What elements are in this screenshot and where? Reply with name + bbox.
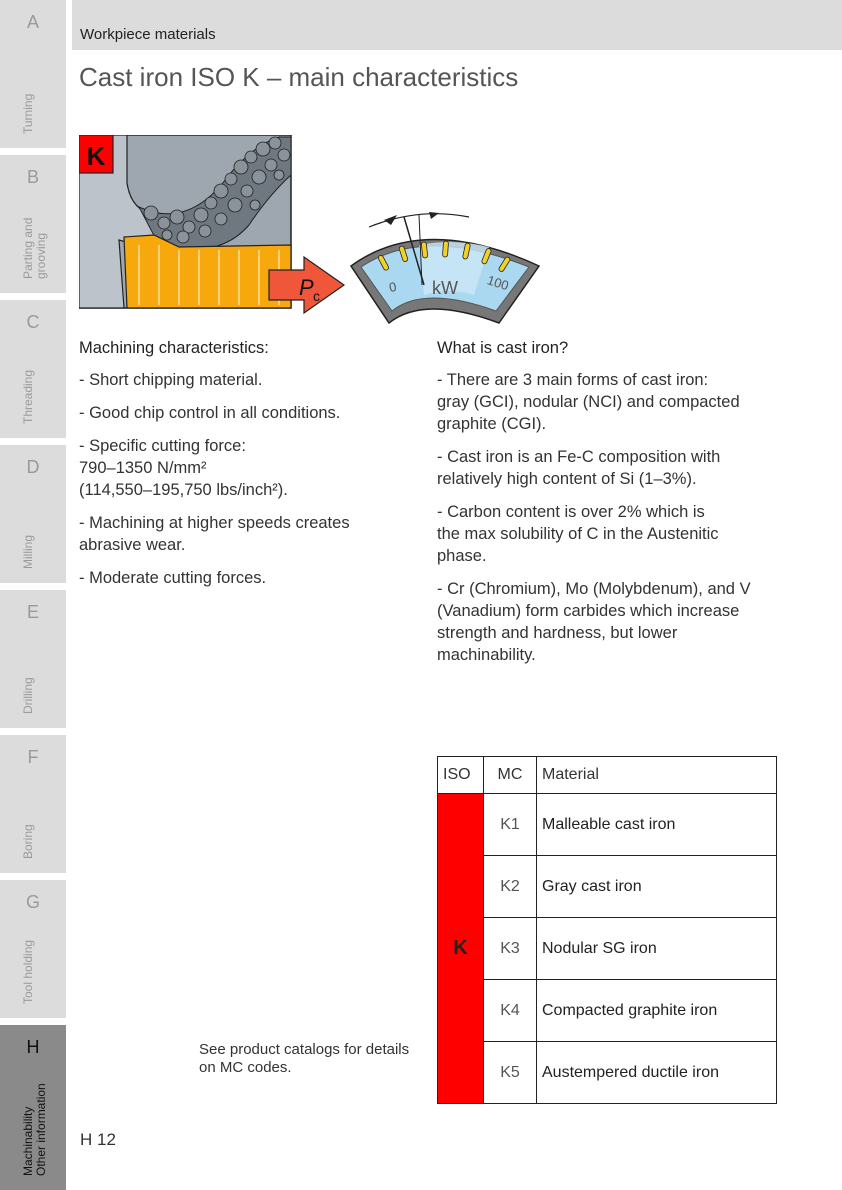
list-item-line: abrasive wear. xyxy=(79,536,186,554)
side-tab-a[interactable] xyxy=(0,0,66,148)
list-item-line: - Cr (Chromium), Mo (Molybdenum), and V xyxy=(437,580,751,598)
mc-code: K3 xyxy=(484,918,537,980)
side-tab-label: Drilling xyxy=(21,677,35,714)
side-tab-label xyxy=(22,159,48,279)
table-header-mc: MC xyxy=(484,757,537,794)
list-item xyxy=(437,446,822,490)
side-tab-h[interactable] xyxy=(0,1025,66,1190)
list-item xyxy=(437,369,822,435)
side-tab-label: Milling xyxy=(21,534,35,569)
list-item-line: - There are 3 main forms of cast iron: xyxy=(437,371,709,389)
list-item xyxy=(437,501,822,567)
side-tab-label: Threading xyxy=(21,369,35,424)
note-line: on MC codes. xyxy=(199,1059,292,1076)
force-subscript: c xyxy=(313,288,320,304)
side-tab-f[interactable] xyxy=(0,735,66,873)
side-tab-label-line: Parting and xyxy=(21,217,35,279)
table-row xyxy=(438,980,777,1042)
list-item xyxy=(79,402,429,424)
list-item-line: (114,550–195,750 lbs/inch²). xyxy=(79,481,288,499)
side-tab-d[interactable] xyxy=(0,445,66,583)
side-tab-label-line: Other information xyxy=(34,1083,48,1176)
machining-characteristics xyxy=(79,337,429,600)
mc-code: K4 xyxy=(484,980,537,1042)
list-item-line: - Moderate cutting forces. xyxy=(79,569,267,587)
list-item xyxy=(79,567,429,589)
list-item xyxy=(79,512,429,556)
list-item-line: graphite (CGI). xyxy=(437,415,547,433)
side-tab-label: Tool holding xyxy=(21,939,35,1004)
list-item xyxy=(437,578,822,666)
side-tab-e[interactable] xyxy=(0,590,66,728)
mc-codes-table xyxy=(437,756,777,1104)
table-header-row xyxy=(438,757,777,794)
material-name: Gray cast iron xyxy=(537,856,777,918)
table-row xyxy=(438,794,777,856)
list-item xyxy=(79,435,429,501)
list-item-line: the max solubility of C in the Austenitic xyxy=(437,525,719,543)
gauge-unit-label: kW xyxy=(432,278,458,298)
machining-heading: Machining characteristics: xyxy=(79,339,269,357)
side-tab-label: Boring xyxy=(21,824,35,859)
side-tab-label xyxy=(22,1056,48,1176)
force-label: P xyxy=(299,275,314,300)
list-item-line: - Good chip control in all conditions. xyxy=(79,404,341,422)
side-tab-letter: E xyxy=(26,602,39,622)
side-tab-letter: A xyxy=(26,12,39,32)
mc-codes-note xyxy=(199,1041,434,1077)
side-tab-letter: H xyxy=(26,1037,40,1057)
material-name: Nodular SG iron xyxy=(537,918,777,980)
list-item-line: - Short chipping material. xyxy=(79,371,263,389)
list-item-line: - Carbon content is over 2% which is xyxy=(437,503,705,521)
mc-code: K2 xyxy=(484,856,537,918)
table-row xyxy=(438,1042,777,1104)
list-item-line: machinability. xyxy=(437,646,536,664)
list-item-line: - Specific cutting force: xyxy=(79,437,246,455)
side-tab-letter: G xyxy=(25,892,40,912)
list-item-line: - Cast iron is an Fe-C composition with xyxy=(437,448,721,466)
what-is-cast-iron xyxy=(437,337,822,677)
cast-iron-heading: What is cast iron? xyxy=(437,339,569,357)
table-header-material: Material xyxy=(537,757,777,794)
page-number: H 12 xyxy=(80,1130,116,1149)
list-item-line: 790–1350 N/mm² xyxy=(79,459,207,477)
note-line: See product catalogs for details xyxy=(199,1041,410,1058)
side-tab-b[interactable] xyxy=(0,155,66,293)
gauge-max-label: 100 xyxy=(485,272,511,294)
page-title: Cast iron ISO K – main characteristics xyxy=(79,62,519,92)
side-tab-letter: F xyxy=(27,747,39,767)
table-header-iso: ISO xyxy=(438,757,484,794)
mc-code: K5 xyxy=(484,1042,537,1104)
side-tab-c[interactable] xyxy=(0,300,66,438)
side-tab-g[interactable] xyxy=(0,880,66,1018)
iso-badge: K xyxy=(86,141,106,171)
side-tab-letter: B xyxy=(26,167,39,187)
list-item-line: phase. xyxy=(437,547,487,565)
side-tab-letter: C xyxy=(26,312,40,332)
list-item xyxy=(79,369,429,391)
iso-group-cell: K xyxy=(438,794,484,1104)
side-tab-label-line: grooving xyxy=(34,232,48,279)
side-tab-letter: D xyxy=(26,457,40,477)
section-header xyxy=(72,0,842,50)
mc-code: K1 xyxy=(484,794,537,856)
list-item-line: - Machining at higher speeds creates xyxy=(79,514,350,532)
section-title: Workpiece materials xyxy=(80,26,216,43)
table-row xyxy=(438,918,777,980)
table-row xyxy=(438,856,777,918)
list-item-line: gray (GCI), nodular (NCI) and compacted xyxy=(437,393,740,411)
side-tab-label: Turning xyxy=(21,93,35,134)
material-name: Malleable cast iron xyxy=(537,794,777,856)
gauge-min-label: 0 xyxy=(387,278,398,296)
material-name: Austempered ductile iron xyxy=(537,1042,777,1104)
list-item-line: relatively high content of Si (1–3%). xyxy=(437,470,697,488)
list-item-line: strength and hardness, but lower xyxy=(437,624,678,642)
side-tab-label-line: Machinability xyxy=(21,1106,35,1176)
list-item-line: (Vanadium) form carbides which increase xyxy=(437,602,740,620)
cutting-illustration xyxy=(79,135,549,330)
material-name: Compacted graphite iron xyxy=(537,980,777,1042)
